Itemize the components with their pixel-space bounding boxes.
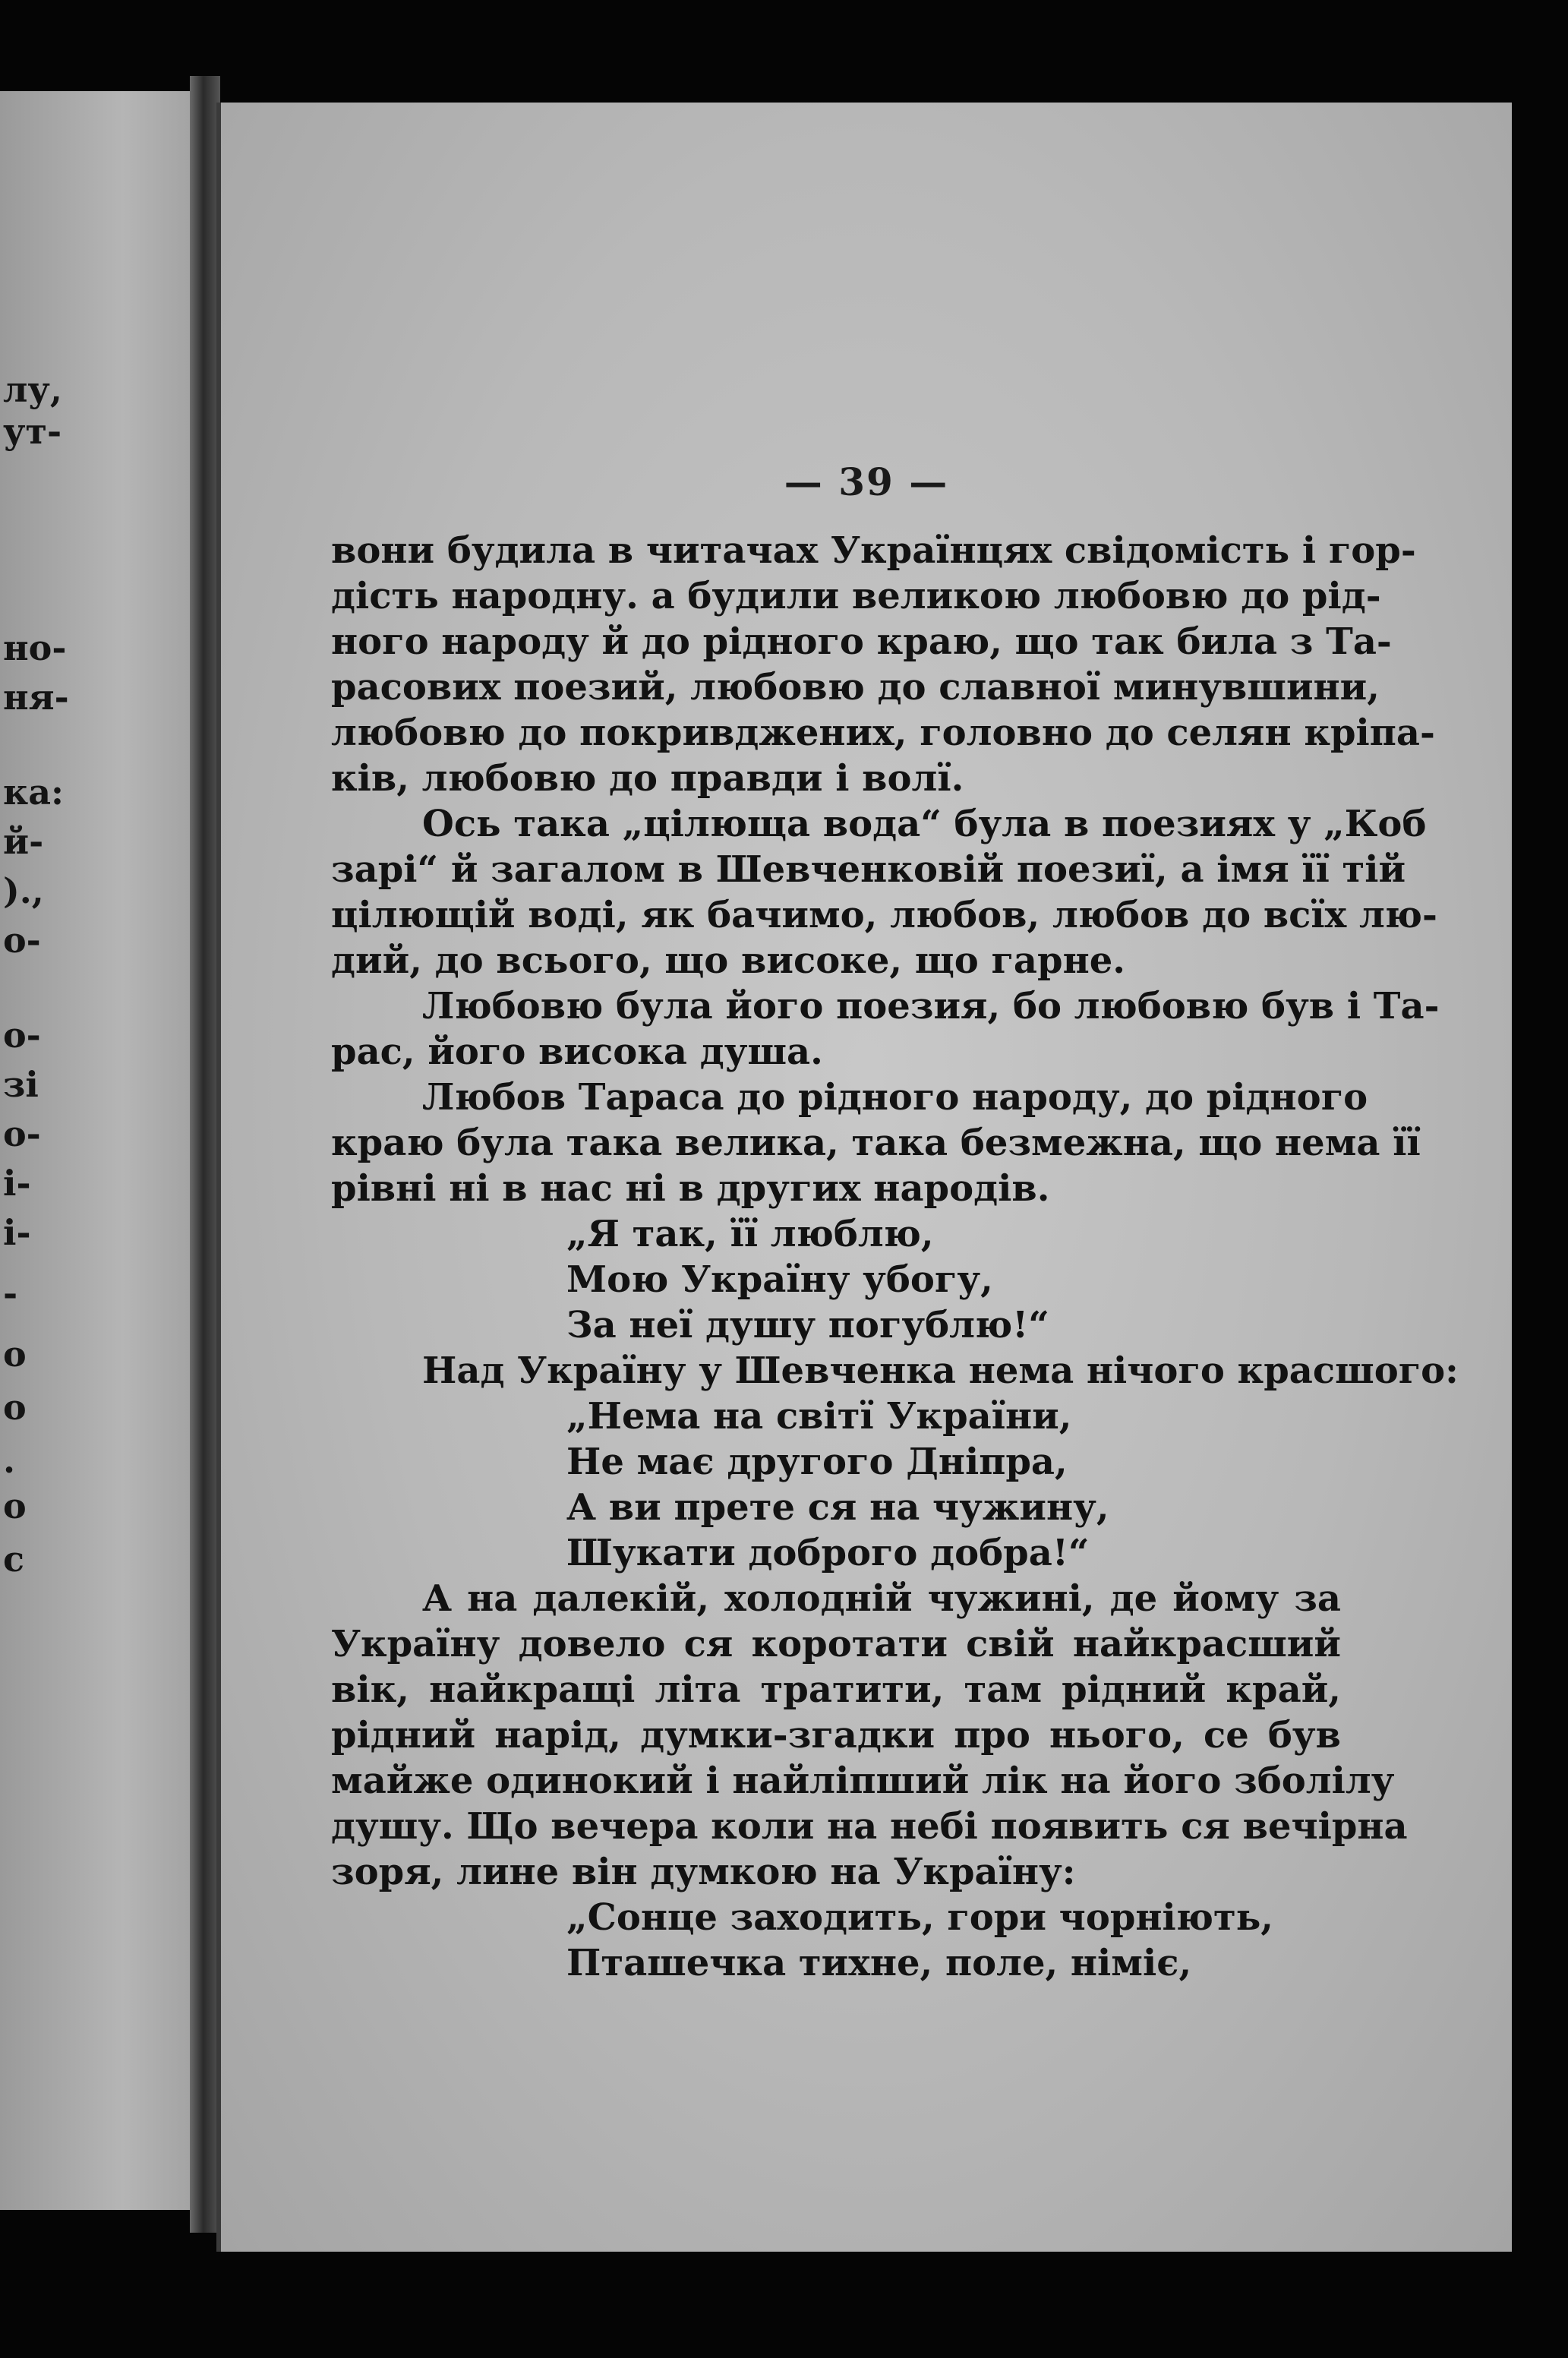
paragraph-last-line: зоря, лине він думкою на Україну: [331, 1851, 1076, 1893]
paragraph-first-line: Любов Тараса до рідного народу, до рідного [422, 1076, 1368, 1119]
left-page-fragment: ут- [3, 411, 62, 452]
text-line: Україну довело ся коротати свій найкрасший [331, 1623, 1341, 1665]
page-number: — 39 — [784, 459, 949, 504]
left-page-fragment: і- [3, 1212, 31, 1253]
page-text [331, 528, 1459, 1986]
paragraph-last-line: дий, до всього, що високе, що гарне. [331, 939, 1125, 982]
left-page-fragment: . [3, 1440, 16, 1481]
verse-line: Мою Україну убогу, [566, 1258, 993, 1301]
left-page-fragment: о- [3, 1113, 41, 1154]
text-line: краю була така велика, така безмежна, що нема її [331, 1122, 1421, 1164]
book-gutter [190, 76, 220, 2233]
left-page-fragment: й- [3, 821, 44, 862]
verse-line: За неї душу погублю!“ [566, 1304, 1049, 1346]
verse-line: Пташечка тихне, поле, німіє, [566, 1942, 1192, 1984]
text-line: расових поезий, любовю до славної минувшини, [331, 666, 1380, 709]
text-line: вік, найкращі літа тратити, там рідний край, [331, 1668, 1341, 1711]
left-page-fragment: лу, [3, 369, 62, 410]
left-page-fragment: о [3, 1485, 27, 1526]
text-line: цілющій воді, як бачимо, любов, любов до всїх лю- [331, 894, 1437, 936]
paragraph-last-line: ків, любовю до правди і волї. [331, 757, 964, 800]
left-page-fragment: і- [3, 1163, 31, 1204]
left-page-fragment: ня- [3, 677, 69, 718]
left-page-fragment: с [3, 1539, 25, 1580]
paragraph-last-line: рас, його висока душа. [331, 1031, 823, 1073]
left-page-fragment: но- [3, 627, 67, 668]
text-line: зарі“ й загалом в Шевченковій поезиї, а імя її тій [331, 848, 1406, 891]
verse-line: А ви прете ся на чужину, [566, 1486, 1109, 1529]
paragraph-first-line: Ось така „цілюща вода“ була в поезиях у „Коб [422, 803, 1427, 845]
text-line: любовю до покривджених, головно до селян кріпа- [331, 712, 1435, 754]
text-line: дість народну. а будили великою любовю до рід- [331, 575, 1381, 617]
left-page-fragment: о [3, 1387, 27, 1428]
left-page-fragment: о [3, 1334, 27, 1375]
verse-line: Шукати доброго добра!“ [566, 1532, 1090, 1574]
left-page-fragment: )., [3, 870, 44, 911]
text-line: ного народу й до рідного краю, що так била з Та- [331, 620, 1392, 663]
verse-line: „Я так, її люблю, [566, 1213, 934, 1255]
left-page-fragment: ка: [3, 772, 65, 813]
text-line: майже одинокий і найліпший лік на його зболілу [331, 1760, 1395, 1802]
left-page-fragment: зі [3, 1064, 39, 1105]
paragraph-first-line: Над Україну у Шевченка нема нічого красшого: [422, 1349, 1459, 1392]
left-page-fragment: о- [3, 920, 41, 961]
paragraph-first-line: А на далекій, холодній чужині, де йому за [422, 1577, 1341, 1620]
book-page [216, 103, 1512, 2252]
text-line: вони будила в читачах Українцях свідомість і гор- [331, 529, 1416, 572]
text-line: рідний нарід, думки-згадки про нього, се був [331, 1714, 1341, 1757]
left-page-fragment: - [3, 1273, 18, 1314]
paragraph-last-line: рівні ні в нас ні в других народів. [331, 1167, 1050, 1210]
verse-line: „Сонце заходить, гори чорніють, [566, 1896, 1274, 1939]
text-line: душу. Що вечера коли на небі появить ся вечірна [331, 1805, 1408, 1848]
verse-line: „Нема на світї України, [566, 1395, 1072, 1438]
paragraph-first-line: Любовю була його поезия, бо любовю був і Та- [422, 985, 1440, 1027]
left-page-fragment: о- [3, 1015, 41, 1056]
verse-line: Не має другого Дніпра, [566, 1441, 1068, 1483]
left-page-edge [0, 91, 205, 2210]
